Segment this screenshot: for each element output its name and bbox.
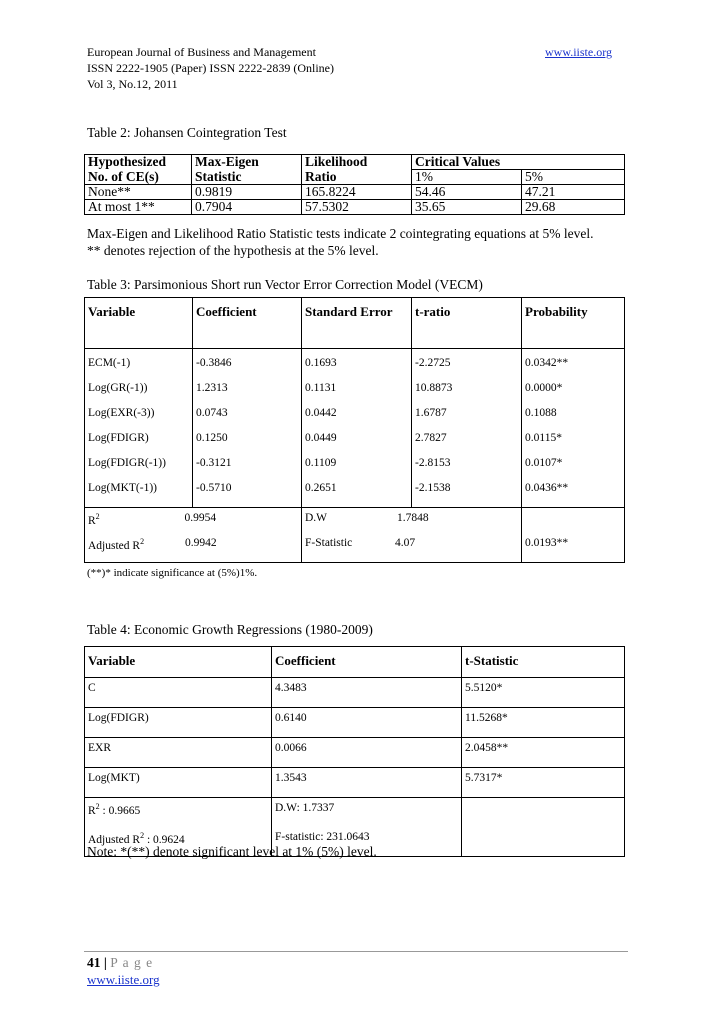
t3-header-variable: Variable xyxy=(85,298,193,349)
t2-cell: 29.68 xyxy=(522,200,625,215)
t3-cell: 0.0342** xyxy=(522,349,625,383)
t2-header-critical: Critical Values xyxy=(412,155,625,170)
t4-cell: 2.0458** xyxy=(462,738,625,768)
t3-cell: Log(MKT(-1)) xyxy=(85,482,193,508)
table3-caption: Table 3: Parsimonious Short run Vector Error Correction Model (VECM) xyxy=(87,277,483,292)
t4-adj-value: : 0.9624 xyxy=(144,833,185,846)
t4-r2-value: : 0.9665 xyxy=(99,804,141,817)
table-row xyxy=(85,200,625,215)
t3-cell: 0.2651 xyxy=(302,482,412,508)
table-row xyxy=(85,432,625,457)
journal-url-link[interactable]: www.iiste.org xyxy=(545,45,612,59)
journal-title: European Journal of Business and Management xyxy=(87,45,316,59)
t2-header-5pct: 5% xyxy=(522,170,625,185)
t2-header-maxeigen: Max-Eigen xyxy=(192,155,302,170)
volume-line: Vol 3, No.12, 2011 xyxy=(87,77,178,91)
t3-cell: 0.0743 xyxy=(193,407,302,432)
table2-note-2: ** denotes rejection of the hypothesis at the 5% level. xyxy=(87,243,379,258)
t3-cell: -0.3121 xyxy=(193,457,302,482)
t3-cell: -0.3846 xyxy=(193,349,302,383)
table4-note: Note: *(**) denote significant level at 1% (5%) level. xyxy=(87,844,377,859)
table-row xyxy=(85,185,625,200)
t2-header-statistic: Statistic xyxy=(192,170,302,185)
t3-cell: Log(EXR(-3)) xyxy=(85,407,193,432)
table3-note: (**)* indicate significance at (5%)1%. xyxy=(87,567,258,579)
t4-cell: 11.5268* xyxy=(462,708,625,738)
t3-cell: 0.0115* xyxy=(522,432,625,457)
table4-caption: Table 4: Economic Growth Regressions (1980-2009) xyxy=(87,622,373,637)
table3 xyxy=(84,297,625,563)
t3-cell: Log(FDIGR(-1)) xyxy=(85,457,193,482)
t4-cell: 5.5120* xyxy=(462,678,625,708)
t4-empty-cell xyxy=(462,798,625,857)
t3-r2-cell xyxy=(85,508,302,538)
table-row xyxy=(85,382,625,407)
table2-caption: Table 2: Johansen Cointegration Test xyxy=(87,125,287,140)
issn-line: ISSN 2222-1905 (Paper) ISSN 2222-2839 (Online) xyxy=(87,61,334,75)
page-number: 41 xyxy=(87,955,101,970)
t4-r2-cell xyxy=(85,798,272,828)
t4-cell: 4.3483 xyxy=(272,678,462,708)
t4-header-coefficient: Coefficient xyxy=(272,647,462,678)
t3-cell: 0.0107* xyxy=(522,457,625,482)
t3-cell: 0.0436** xyxy=(522,482,625,508)
t2-cell: 57.5302 xyxy=(302,200,412,215)
t3-r2-sup: 2 xyxy=(95,512,100,521)
t4-cell: Log(MKT) xyxy=(85,768,272,798)
table-row xyxy=(85,349,625,383)
table4 xyxy=(84,646,625,857)
t4-header-tstat: t-Statistic xyxy=(462,647,625,678)
t3-cell: -2.1538 xyxy=(412,482,522,508)
t4-header-variable: Variable xyxy=(85,647,272,678)
footer-divider xyxy=(84,951,628,952)
t3-header-coefficient: Coefficient xyxy=(193,298,302,349)
t4-cell: 1.3543 xyxy=(272,768,462,798)
t3-cell: Log(GR(-1)) xyxy=(85,382,193,407)
table-row xyxy=(85,768,625,798)
t3-cell: 0.1250 xyxy=(193,432,302,457)
t4-cell: C xyxy=(85,678,272,708)
t3-empty-cell xyxy=(522,508,625,538)
t3-dw-label: D.W xyxy=(305,512,328,524)
table2 xyxy=(84,154,625,215)
t3-cell: 1.2313 xyxy=(193,382,302,407)
t3-f-cell xyxy=(302,537,522,563)
t2-cell: 35.65 xyxy=(412,200,522,215)
t4-r2-label: R xyxy=(88,804,96,817)
t3-header-probability: Probability xyxy=(522,298,625,349)
t3-cell: 0.1131 xyxy=(302,382,412,407)
table-row xyxy=(85,708,625,738)
t4-r2-sup: 2 xyxy=(95,802,100,811)
t3-dw-value: 1.7848 xyxy=(397,512,429,524)
t4-cell: Log(FDIGR) xyxy=(85,708,272,738)
t3-header-tratio: t-ratio xyxy=(412,298,522,349)
t3-adj-value: 0.9942 xyxy=(185,537,217,549)
t3-adj-sup: 2 xyxy=(140,537,145,546)
t4-dw-cell: D.W: 1.7337 xyxy=(272,798,462,828)
t3-adj-cell xyxy=(85,537,302,563)
table2-note-1: Max-Eigen and Likelihood Ratio Statistic tests indicate 2 cointegrating equations at 5% level. xyxy=(87,226,594,241)
t2-cell: None** xyxy=(85,185,192,200)
t3-cell: ECM(-1) xyxy=(85,349,193,383)
t3-cell: 0.1109 xyxy=(302,457,412,482)
t3-cell: 2.7827 xyxy=(412,432,522,457)
t3-cell: 10.8873 xyxy=(412,382,522,407)
t3-cell: -2.8153 xyxy=(412,457,522,482)
t3-r2-label: R xyxy=(88,514,96,527)
t3-cell: Log(FDIGR) xyxy=(85,432,193,457)
t3-cell: -2.2725 xyxy=(412,349,522,383)
t4-cell: 0.0066 xyxy=(272,738,462,768)
t3-f-prob: 0.0193** xyxy=(522,537,625,563)
t3-f-value: 4.07 xyxy=(395,537,416,549)
t2-header-ce: No. of CE(s) xyxy=(85,170,192,185)
t3-cell: 0.1088 xyxy=(522,407,625,432)
t2-cell: 54.46 xyxy=(412,185,522,200)
footer-url-link[interactable]: www.iiste.org xyxy=(87,972,160,987)
t3-cell: 0.1693 xyxy=(302,349,412,383)
t2-cell: At most 1** xyxy=(85,200,192,215)
t4-adj-label: Adjusted R xyxy=(88,833,141,846)
table-row xyxy=(85,678,625,708)
t2-cell: 47.21 xyxy=(522,185,625,200)
t3-cell: 0.0000* xyxy=(522,382,625,407)
t4-cell: 0.6140 xyxy=(272,708,462,738)
t3-header-stderr: Standard Error xyxy=(302,298,412,349)
table-row xyxy=(85,407,625,432)
t3-cell: 1.6787 xyxy=(412,407,522,432)
page-separator: | xyxy=(100,955,111,970)
t2-header-1pct: 1% xyxy=(412,170,522,185)
page-word: P a g e xyxy=(110,955,154,970)
t3-adj-label: Adjusted R xyxy=(88,539,141,552)
t2-header-likelihood: Likelihood xyxy=(302,155,412,170)
t2-cell: 165.8224 xyxy=(302,185,412,200)
t3-f-label: F-Statistic xyxy=(305,537,353,549)
t4-cell: EXR xyxy=(85,738,272,768)
table-row xyxy=(85,457,625,482)
t4-adj-sup: 2 xyxy=(140,831,145,840)
t3-cell: 0.0442 xyxy=(302,407,412,432)
table-row xyxy=(85,738,625,768)
t2-cell: 0.9819 xyxy=(192,185,302,200)
t3-cell: -0.5710 xyxy=(193,482,302,508)
t2-header-ratio: Ratio xyxy=(302,170,412,185)
table-row xyxy=(85,482,625,508)
t3-dw-cell xyxy=(302,508,522,538)
t4-cell: 5.7317* xyxy=(462,768,625,798)
t3-cell: 0.0449 xyxy=(302,432,412,457)
t4-f-cell: F-statistic: 231.0643 xyxy=(272,827,462,857)
t3-r2-value: 0.9954 xyxy=(184,512,217,524)
t2-cell: 0.7904 xyxy=(192,200,302,215)
t2-header-hyp: Hypothesized xyxy=(85,155,192,170)
page-footer xyxy=(87,955,153,971)
